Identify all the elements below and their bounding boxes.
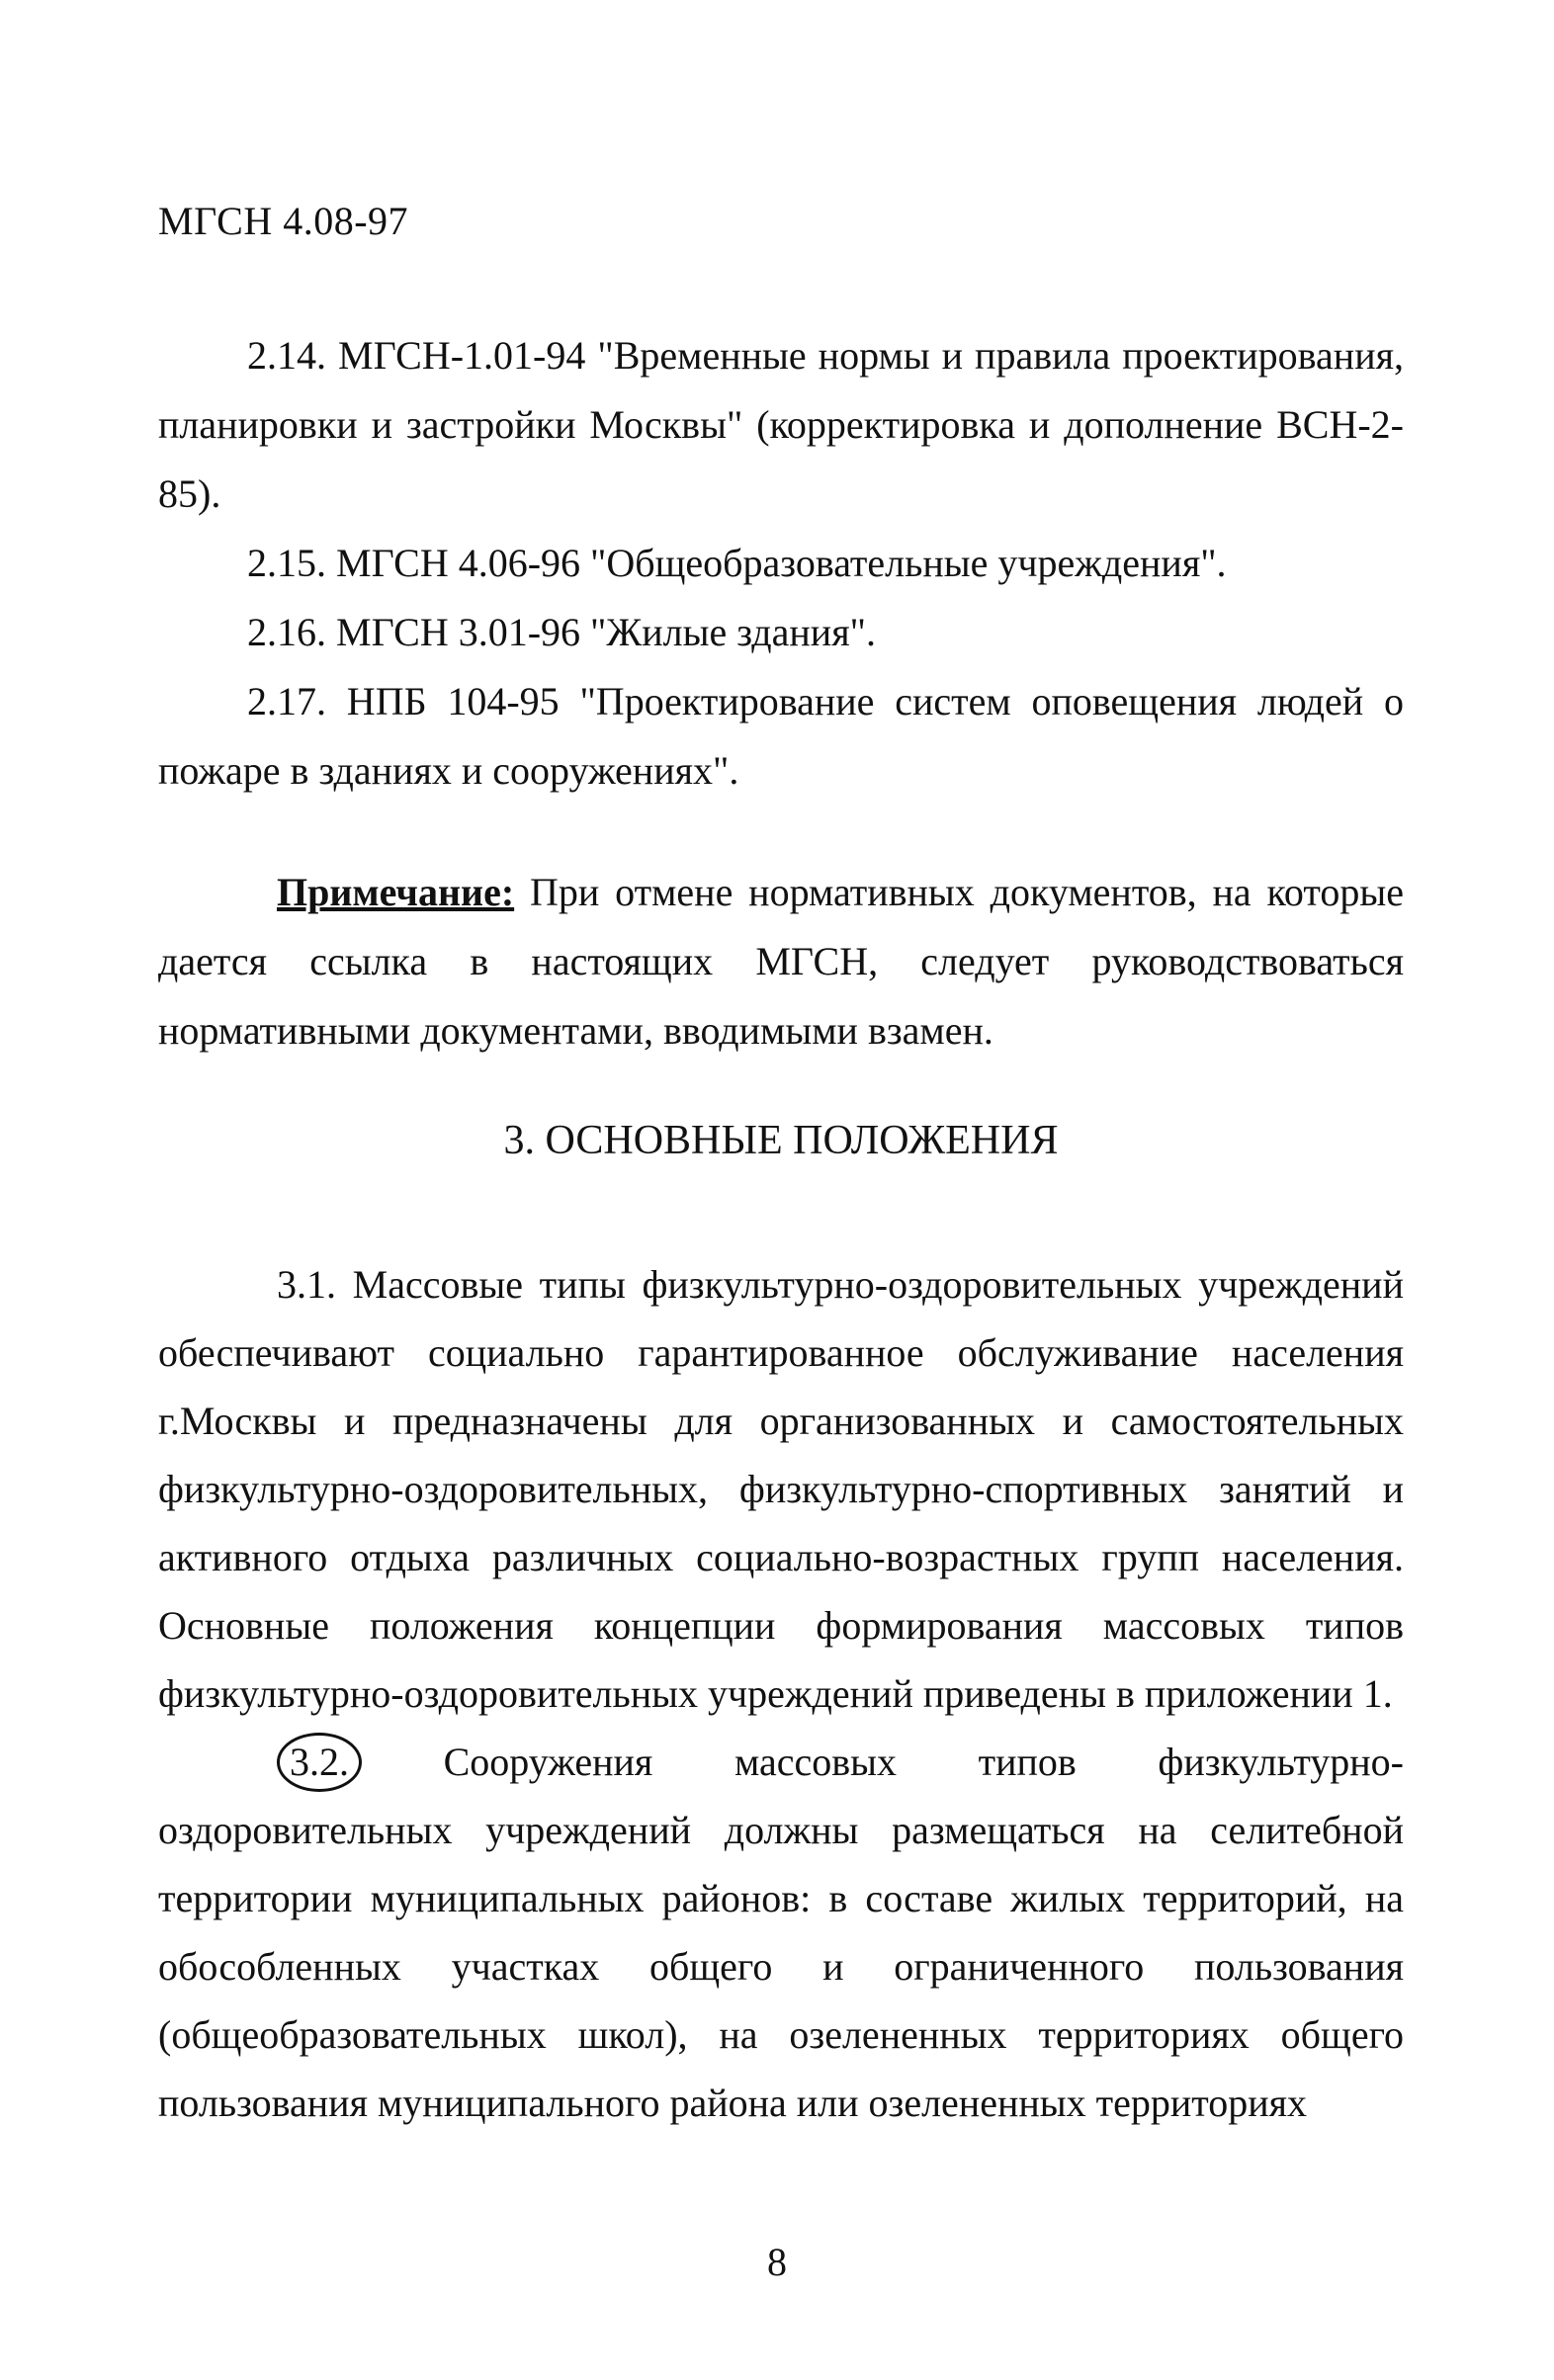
paragraph-3-1: 3.1. Массовые типы физкультурно-оздоровительных учреждений обеспечивают социально гарантированное обслуживание населения г.Москвы и предназначены для организованных и самостоятельных физкультурно-оздоровительных, физкультурно-спортивных занятий и активного отдыха различных социально-возрастных групп населения. Основные положения концепции формирования массовых типов физкультурно-оздоровительных учреждений приведены в приложении 1.	[158, 1262, 1404, 1716]
circled-paragraph-number: 3.2.	[277, 1733, 362, 1792]
section-body	[158, 1250, 1404, 2137]
reference-item: 2.16. МГСН 3.01-96 "Жилые здания".	[247, 610, 876, 654]
note-text: При отмене нормативных документов, на которые дается ссылка в настоящих МГСН, следует руководствоваться нормативными документами, вводимыми взамен.	[158, 870, 1404, 1053]
page-number: 8	[767, 2240, 787, 2284]
note-paragraph	[158, 858, 1404, 1065]
reference-item: 2.17. НПБ 104-95 "Проектирование систем оповещения людей о пожаре в зданиях и сооружениях".	[158, 679, 1404, 793]
references-list	[158, 321, 1404, 806]
reference-item: 2.14. МГСН-1.01-94 "Временные нормы и правила проектирования, планировки и застройки Москвы" (корректировка и дополнение ВСН-2-85).	[158, 333, 1404, 516]
paragraph-3-2-text: Сооружения массовых типов физкультурно-оздоровительных учреждений должны размещаться на селитебной территории муниципальных районов: в составе жилых территорий, на обособленных участках общего и ограниченного пользования (общеобразовательных школ), на озелененных территориях общего пользования муниципального района или озелененных территориях	[158, 1740, 1404, 2125]
paragraph-3-2	[158, 1728, 1404, 2137]
reference-item: 2.15. МГСН 4.06-96 "Общеобразовательные учреждения".	[247, 541, 1227, 585]
note-label: Примечание:	[277, 870, 515, 914]
document-code-header: МГСН 4.08-97	[158, 199, 409, 243]
section-title: 3. ОСНОВНЫЕ ПОЛОЖЕНИЯ	[503, 1118, 1059, 1163]
